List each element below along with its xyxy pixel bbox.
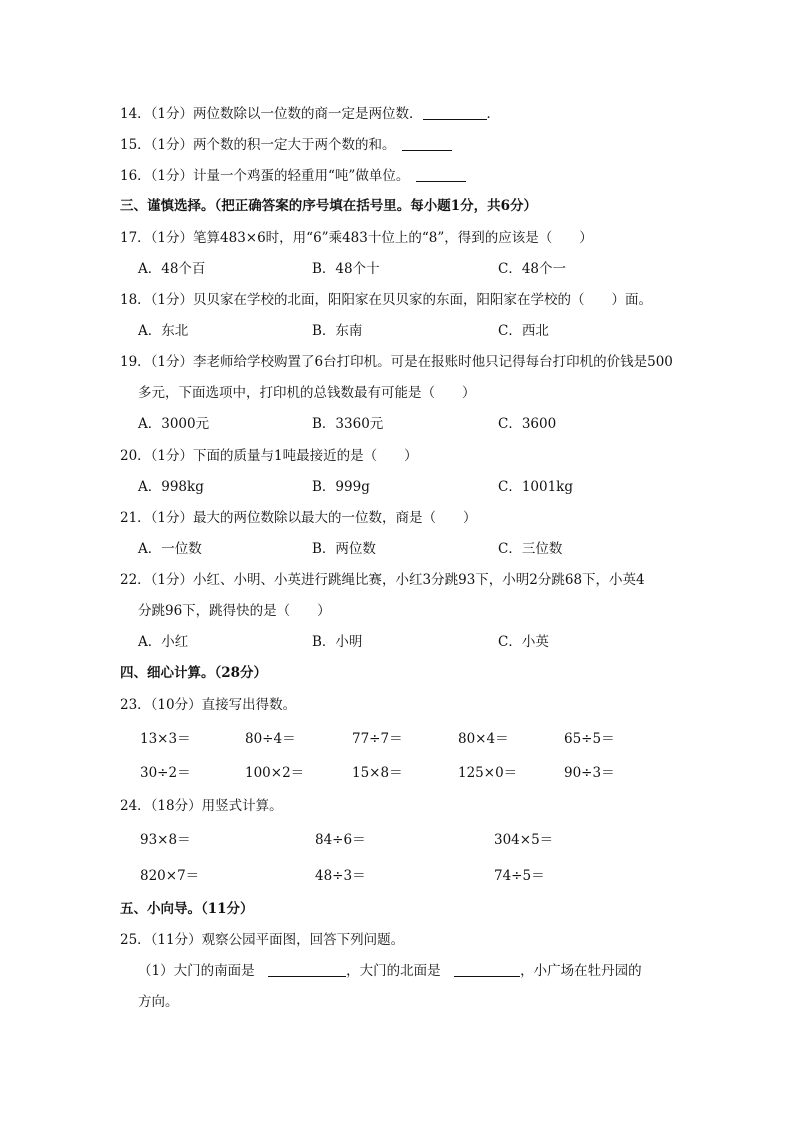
q25-text-c: ，小广场在牡丹园的 (520, 963, 642, 979)
question-25-stem: 25．（11分）观察公园平面图，回答下列问题。 (120, 932, 405, 948)
question-14-text: 14．（1分）两位数除以一位数的商一定是两位数． (120, 106, 423, 122)
question-14-tail: ． (486, 106, 501, 122)
question-25-part-1-cont: 方向。 (138, 994, 179, 1010)
calc-24-2[interactable]: 84÷6＝ (315, 832, 366, 848)
question-18-option-b[interactable]: B．东南 (312, 323, 363, 339)
calc-23-9[interactable]: 125×0＝ (458, 765, 518, 781)
calc-24-5[interactable]: 48÷3＝ (315, 868, 366, 884)
section-4-heading: 四、细心计算。（28分） (120, 665, 268, 681)
calc-23-8[interactable]: 15×8＝ (352, 765, 403, 781)
question-18-option-a[interactable]: A．东北 (138, 323, 189, 339)
calc-23-7[interactable]: 100×2＝ (245, 765, 305, 781)
calc-23-10[interactable]: 90÷3＝ (564, 765, 615, 781)
question-17-option-c[interactable]: C．48个一 (498, 261, 567, 277)
section-3-heading: 三、谨慎选择。（把正确答案的序号填在括号里。每小题1分，共6分） (120, 198, 538, 214)
section-5-heading: 五、小向导。（11分） (120, 901, 254, 917)
calc-23-1[interactable]: 13×3＝ (140, 731, 191, 747)
calc-24-4[interactable]: 820×7＝ (140, 868, 200, 884)
calc-23-4[interactable]: 80×4＝ (458, 731, 509, 747)
question-19-stem: 19．（1分）李老师给学校购置了6台打印机。可是在报账时他只记得每台打印机的价钱是500 (120, 354, 673, 370)
answer-blank-14[interactable] (423, 105, 487, 120)
calc-24-3[interactable]: 304×5＝ (494, 832, 554, 848)
question-21-option-a[interactable]: A．一位数 (138, 541, 202, 557)
calc-24-6[interactable]: 74÷5＝ (494, 868, 545, 884)
question-20-option-b[interactable]: B．999g (312, 479, 370, 495)
question-21-option-c[interactable]: C．三位数 (498, 541, 563, 557)
calc-24-1[interactable]: 93×8＝ (140, 832, 191, 848)
question-22-stem-cont: 分跳96下，跳得快的是（ ） (138, 603, 331, 619)
question-22-stem: 22．（1分）小红、小明、小英进行跳绳比赛，小红3分跳93下，小明2分跳68下，小英4 (120, 572, 645, 588)
question-20-option-a[interactable]: A．998kg (138, 479, 204, 495)
question-17-stem: 17．（1分）笔算483×6时，用“6”乘483十位上的“8”，得到的应该是（ ） (120, 230, 593, 246)
question-18-stem: 18．（1分）贝贝家在学校的北面，阳阳家在贝贝家的东面，阳阳家在学校的（ ）面。 (120, 292, 653, 308)
question-19-stem-cont: 多元，下面选项中，打印机的总钱数最有可能是（ ） (138, 385, 476, 401)
question-22-option-c[interactable]: C．小英 (498, 634, 549, 650)
question-21-option-b[interactable]: B．两位数 (312, 541, 376, 557)
question-18-option-c[interactable]: C．西北 (498, 323, 549, 339)
question-23-stem: 23．（10分）直接写出得数。 (120, 697, 297, 713)
q25-text-a: （1）大门的南面是 (138, 963, 255, 979)
q25-text-b: ，大门的北面是 (346, 963, 441, 979)
question-25-part-1 (138, 961, 642, 981)
calc-23-3[interactable]: 77÷7＝ (352, 731, 403, 747)
answer-blank-16[interactable] (416, 167, 466, 182)
question-14 (120, 104, 500, 124)
question-24-stem: 24．（18分）用竖式计算。 (120, 798, 283, 814)
question-19-option-a[interactable]: A．3000元 (138, 416, 210, 432)
question-16-text: 16．（1分）计量一个鸡蛋的轻重用“吨”做单位。 (120, 168, 403, 184)
question-19-option-c[interactable]: C．3600 (498, 416, 557, 432)
calc-23-5[interactable]: 65÷5＝ (564, 731, 615, 747)
question-17-option-a[interactable]: A．48个百 (138, 261, 206, 277)
calc-23-2[interactable]: 80÷4＝ (245, 731, 296, 747)
question-15 (120, 135, 452, 155)
question-22-option-b[interactable]: B．小明 (312, 634, 363, 650)
question-15-text: 15．（1分）两个数的积一定大于两个数的和。 (120, 137, 389, 153)
question-16 (120, 166, 466, 186)
question-17-option-b[interactable]: B．48个十 (312, 261, 380, 277)
answer-blank-25-south[interactable] (268, 962, 346, 977)
calc-23-6[interactable]: 30÷2＝ (140, 765, 191, 781)
question-19-option-b[interactable]: B．3360元 (312, 416, 384, 432)
answer-blank-15[interactable] (402, 136, 452, 151)
question-22-option-a[interactable]: A．小红 (138, 634, 189, 650)
answer-blank-25-north[interactable] (454, 962, 520, 977)
question-20-stem: 20．（1分）下面的质量与1吨最接近的是（ ） (120, 448, 418, 464)
question-20-option-c[interactable]: C．1001kg (498, 479, 574, 495)
question-21-stem: 21．（1分）最大的两位数除以最大的一位数，商是（ ） (120, 510, 477, 526)
